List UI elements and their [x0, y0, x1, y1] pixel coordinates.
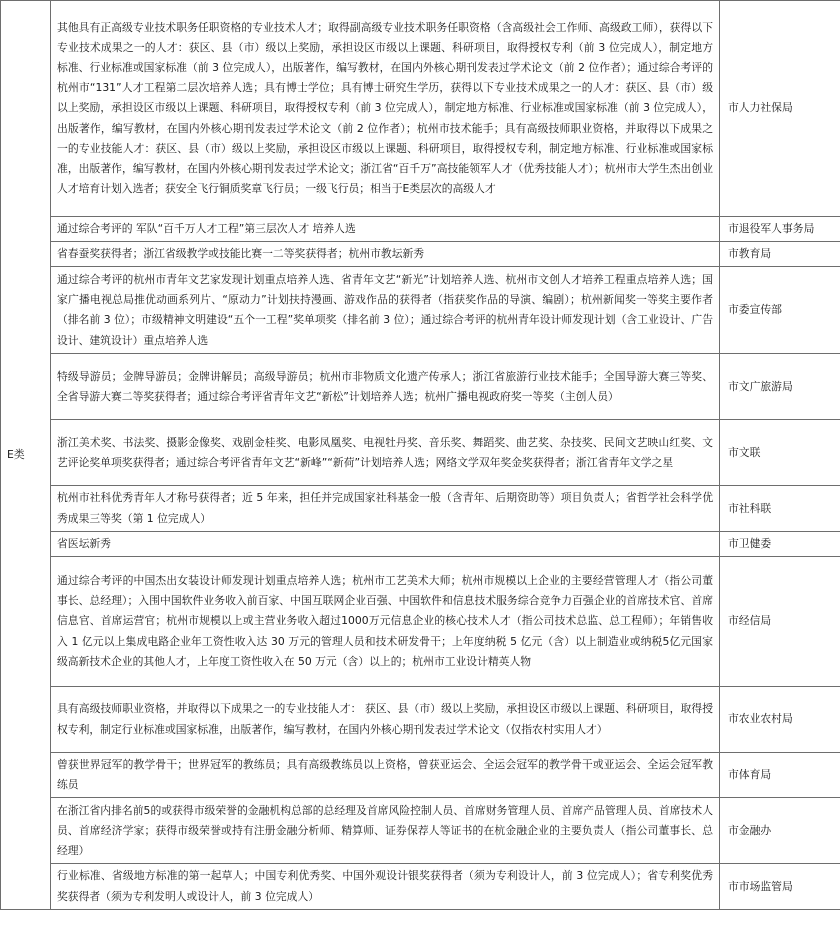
criteria-cell: 通过综合考评的 军队“百千万人才工程”第三层次人才 培养人选: [51, 217, 720, 242]
table-body: [1, 1, 840, 910]
criteria-cell: 其他具有正高级专业技术职务任职资格的专业技术人才；取得副高级专业技术职务任职资格（含高级社会工作师、高级政工师），获得以下专业技术成果之一的人才：获区、县（市）级以上奖励，承担设区市级以上课题、科研项目，取得授权专利（前 3 位完成人），制定地方标准、行业标准或国家标准（前 3 位完成人），出版著作，编写教材，在国内外核心期刊发表过学术论文（前 2 位作者）；通过综合考评的杭州市“131”人才工程第二层次培养人选；具有博士学位；具有博士研究生学历，获得以下专业技术成果之一的人才：获区、县（市）级以上奖励，承担设区市级以上课题、科研项目，取得授权专利（前 3 位完成人），制定地方标准、行业标准或国家标准（前 3 位完成人），出版著作，编写教材，在国内外核心期刊发表过学术论文（前 2 位作者）；杭州市技术能手；具有高级技师职业资格，并取得以下成果之一的专业技能人才：获区、县（市）级以上奖励，承担设区市级以上课题、科研项目，取得授权专利，制定地方标准、行业标准或国家标准，出版著作，编写教材，在国内外核心期刊发表过学术论文；浙江省“百千万”高技能领军人才（优秀技能人才）；杭州市大学生杰出创业人才培育计划入选者；获安全飞行铜质奖章飞行员；一级飞行员；相当于E类层次的高级人才: [51, 1, 720, 217]
table-row: [1, 267, 840, 354]
table-row: [1, 864, 840, 909]
criteria-cell: 通过综合考评的中国杰出女装设计师发现计划重点培养人选；杭州市工艺美术大师；杭州市规模以上企业的主要经营管理人才（指公司董事长、总经理）；入围中国软件业务收入前百家、中国互联网企业百强、中国软件和信息技术服务综合竞争力百强企业的首席技术官、首席信息官、首席运营官；杭州市规模以上或主营业务收入超过1000万元信息企业的核心技术人才（指公司技术总监、总工程师）；年销售收入 1 亿元以上集成电路企业年工资性收入达 30 万元的管理人员和技术研发骨干；上年度纳税 5 亿元（含）以上制造业或纳税5亿元国家级高新技术企业的其他人才，上年度工资性收入在 50 万元（含）以上的；杭州市工业设计精英人物: [51, 557, 720, 687]
criteria-cell: 通过综合考评的杭州市青年文艺家发现计划重点培养人选、省青年文艺“新光”计划培养人选、杭州市文创人才培养工程重点培养人选；国家广播电视总局推优动画系列片、“原动力”计划扶持漫画、游戏作品的获得者（指获奖作品的导演、编剧）；杭州新闻奖一等奖主要作者（排名前 3 位）；市级精神文明建设“五个一工程”奖单项奖（排名前 3 位）；通过综合考评的杭州青年设计师发现计划（含工业设计、广告设计、建筑设计）重点培养人选: [51, 267, 720, 354]
criteria-cell: 行业标准、省级地方标准的第一起草人；中国专利优秀奖、中国外观设计银奖获得者（须为专利设计人，前 3 位完成人）；省专利奖优秀奖获得者（须为专利发明人或设计人，前 3 位完成人）: [51, 864, 720, 909]
department-cell: 市文联: [720, 420, 840, 486]
table-row: [1, 486, 840, 531]
table-row: [1, 798, 840, 864]
criteria-cell: 省医坛新秀: [51, 531, 720, 556]
table-row: [1, 420, 840, 486]
department-cell: 市人力社保局: [720, 1, 840, 217]
table-row: [1, 1, 840, 217]
department-cell: 市金融办: [720, 798, 840, 864]
criteria-cell: 具有高级技师职业资格，并取得以下成果之一的专业技能人才： 获区、县（市）级以上奖励，承担设区市级以上课题、科研项目，取得授权专利，制定行业标准或国家标准，出版著作，编写教材，在国内外核心期刊发表过学术论文（仅指农村实用人才）: [51, 687, 720, 753]
department-cell: 市市场监管局: [720, 864, 840, 909]
criteria-cell: 曾获世界冠军的教学骨干；世界冠军的教练员；具有高级教练员以上资格，曾获亚运会、全运会冠军的教学骨干或亚运会、全运会冠军教练员: [51, 753, 720, 798]
department-cell: 市社科联: [720, 486, 840, 531]
department-cell: 市教育局: [720, 242, 840, 267]
department-cell: 市农业农村局: [720, 687, 840, 753]
criteria-cell: 省春蚕奖获得者；浙江省级教学或技能比赛一二等奖获得者；杭州市教坛新秀: [51, 242, 720, 267]
criteria-cell: 浙江美术奖、书法奖、摄影金像奖、戏剧金桂奖、电影凤凰奖、电视牡丹奖、音乐奖、舞蹈奖、曲艺奖、杂技奖、民间文艺映山红奖、文艺评论奖单项奖获得者；通过综合考评省青年文艺“新峰”“新荷”计划培养人选；网络文学双年奖金奖获得者；浙江省青年文学之星: [51, 420, 720, 486]
table-row: [1, 531, 840, 556]
table-row: [1, 242, 840, 267]
table-row: [1, 753, 840, 798]
department-cell: 市退役军人事务局: [720, 217, 840, 242]
table-row: [1, 217, 840, 242]
criteria-cell: 杭州市社科优秀青年人才称号获得者；近 5 年来，担任并完成国家社科基金一般（含青年、后期资助等）项目负责人；省哲学社会科学优秀成果三等奖（第 1 位完成人）: [51, 486, 720, 531]
table-row: [1, 354, 840, 420]
department-cell: 市文广旅游局: [720, 354, 840, 420]
department-cell: 市卫健委: [720, 531, 840, 556]
table-row: [1, 687, 840, 753]
criteria-cell: 在浙江省内排名前5的或获得市级荣誉的金融机构总部的总经理及首席风险控制人员、首席财务管理人员、首席产品管理人员、首席技术人员、首席经济学家；获得市级荣誉或持有注册金融分析师、精算师、证券保荐人等证书的在杭金融企业的主要负责人（指公司董事长、总经理）: [51, 798, 720, 864]
category-cell: E类: [1, 1, 51, 910]
department-cell: 市经信局: [720, 557, 840, 687]
department-cell: 市体育局: [720, 753, 840, 798]
criteria-cell: 特级导游员；金牌导游员；金牌讲解员；高级导游员；杭州市非物质文化遗产传承人；浙江省旅游行业技术能手；全国导游大赛三等奖、全省导游大赛二等奖获得者；通过综合考评省青年文艺“新松”计划培养人选；杭州广播电视政府奖一等奖（主创人员）: [51, 354, 720, 420]
table-row: [1, 557, 840, 687]
department-cell: 市委宣传部: [720, 267, 840, 354]
